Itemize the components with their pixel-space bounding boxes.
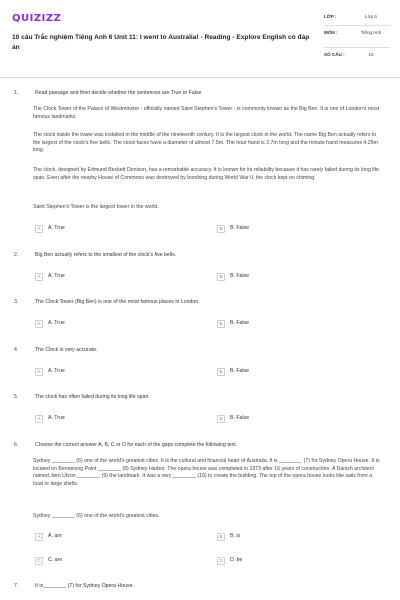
meta-key-subject: MÔN : xyxy=(324,30,338,35)
option-text: B. False xyxy=(230,320,250,327)
question-number: 1. xyxy=(14,90,19,96)
option-text: B. False xyxy=(230,415,250,422)
question-instruction: It is________ (7) for Sydney Opera House. xyxy=(35,583,134,589)
passage-paragraph: Sydney ________ (6) one of the world's greatest cities. It is the cultural and financial heart of Australia. It is ________ (7) for Sydney Opera House. It is located on Bennelong Point ________ (8) Sydney Harbor. The opera house was completed in 1973 after 16 years of construction. A Danish architect named Jørn Utzon ________ (9) the landmark. It was a very ________ (10) to create the building. The top of the opera house looks like sails from a boat or large shells. xyxy=(33,458,380,487)
question-number: 4. xyxy=(14,347,19,353)
option-letter-box: D xyxy=(217,557,225,565)
question-instruction: Big Ben actually refers to the smallest of the clock's five bells. xyxy=(35,252,177,258)
answer-option-a[interactable] xyxy=(35,414,65,424)
answer-option-b[interactable] xyxy=(217,319,249,329)
option-text: C. are xyxy=(48,557,63,564)
option-text: A. True xyxy=(48,225,65,232)
answer-option-d[interactable] xyxy=(217,556,242,566)
question-statement: Saint Stephen's Tower is the largest tower in the world. xyxy=(33,204,159,210)
option-letter-box: A xyxy=(35,368,43,376)
option-letter-box: A xyxy=(35,320,43,328)
answer-option-a[interactable] xyxy=(35,367,65,377)
document-meta xyxy=(324,12,390,62)
option-text: A. True xyxy=(48,415,65,422)
option-letter-box: B xyxy=(217,273,225,281)
option-text: B. False xyxy=(230,225,250,232)
question-instruction: The Clock is very accurate. xyxy=(35,347,98,353)
answer-option-b[interactable] xyxy=(217,272,249,282)
meta-row-subject xyxy=(324,26,390,48)
option-letter-box: B xyxy=(217,415,225,423)
meta-key-count: SỐ CÂU : xyxy=(324,52,345,57)
question-instruction: Read passage and then decide whether the sentences are True or False xyxy=(35,90,202,96)
option-letter-box: B xyxy=(217,368,225,376)
question-number: 2. xyxy=(14,252,19,258)
option-letter-box: A xyxy=(35,533,43,541)
option-letter-box: B xyxy=(217,533,225,541)
option-letter-box: C xyxy=(35,557,43,565)
option-text: A. True xyxy=(48,320,65,327)
passage-paragraph: The clock, designed by Edmund Beckett Denison, has a remarkable accuracy. It is known for its reliability because it has rarely failed during its long life span. Even after the nearby House of Commons was destroyed by bombing during World War II, the clock kept on chiming. xyxy=(33,167,379,181)
option-text: B. is xyxy=(230,533,241,540)
meta-row-class xyxy=(324,12,390,26)
answer-option-b[interactable] xyxy=(217,367,249,377)
option-text: A. True xyxy=(48,368,65,375)
meta-value-subject: Tiếng Anh xyxy=(360,30,382,35)
option-letter-box: B xyxy=(217,320,225,328)
option-text: A. True xyxy=(48,273,65,280)
question-instruction: Choose the correct answer A, B, C or D for each of the gaps complete the following text. xyxy=(35,442,238,448)
question-instruction: The Clock Tower (Big Ben) is one of the most famous places in London. xyxy=(35,299,200,305)
meta-key-class: LỚP : xyxy=(324,14,337,19)
document-header xyxy=(0,0,400,78)
answer-option-a[interactable] xyxy=(35,532,62,542)
option-text: B. False xyxy=(230,368,250,375)
option-letter-box: A xyxy=(35,273,43,281)
answer-option-b[interactable] xyxy=(217,532,240,542)
document-title: 10 câu Trắc nghiệm Tiếng Anh 6 Unit 11: I went to Australia! - Reading - Explore English có đáp án xyxy=(12,34,310,51)
option-text: D. be xyxy=(230,557,243,564)
question-statement: Sydney ________ (6) one of the world's greatest cities. xyxy=(33,513,160,519)
answer-option-c[interactable] xyxy=(35,556,62,566)
option-letter-box: A xyxy=(35,415,43,423)
question-number: 3. xyxy=(14,299,19,305)
option-letter-box: A xyxy=(35,225,43,233)
meta-row-count xyxy=(324,48,390,62)
question-instruction: The clock has often failed during its long life span. xyxy=(35,394,150,400)
passage-paragraph: The Clock Tower of the Palace of Westminster - officially named Saint Stephen's Tower - is commonly known as the Big Ben. It is one of London's most famous landmarks. xyxy=(33,106,380,120)
answer-option-a[interactable] xyxy=(35,272,65,282)
question-number: 5. xyxy=(14,394,19,400)
option-text: A. am xyxy=(48,533,62,540)
quizizz-logo[interactable]: QUIZIZZ xyxy=(12,13,62,24)
answer-option-b[interactable] xyxy=(217,414,249,424)
answer-option-a[interactable] xyxy=(35,319,65,329)
option-text: B. False xyxy=(230,273,250,280)
meta-value-count: 10 xyxy=(368,52,374,57)
answer-option-a[interactable] xyxy=(35,224,65,234)
question-number: 7. xyxy=(14,583,19,589)
meta-value-class: Lớp 6 xyxy=(365,14,377,19)
question-number: 6. xyxy=(14,442,19,448)
option-letter-box: B xyxy=(217,225,225,233)
answer-option-b[interactable] xyxy=(217,224,249,234)
passage-paragraph: The clock inside the tower was installed in the middle of the nineteenth century. It is the largest clock in the world. The name Big Ben actually refers to the largest of the clock's five bells. The clock faces have a diameter of almost 7.5m. The hour hand is 2.7m long and the minute hand measures 4.25m long. xyxy=(33,132,378,154)
